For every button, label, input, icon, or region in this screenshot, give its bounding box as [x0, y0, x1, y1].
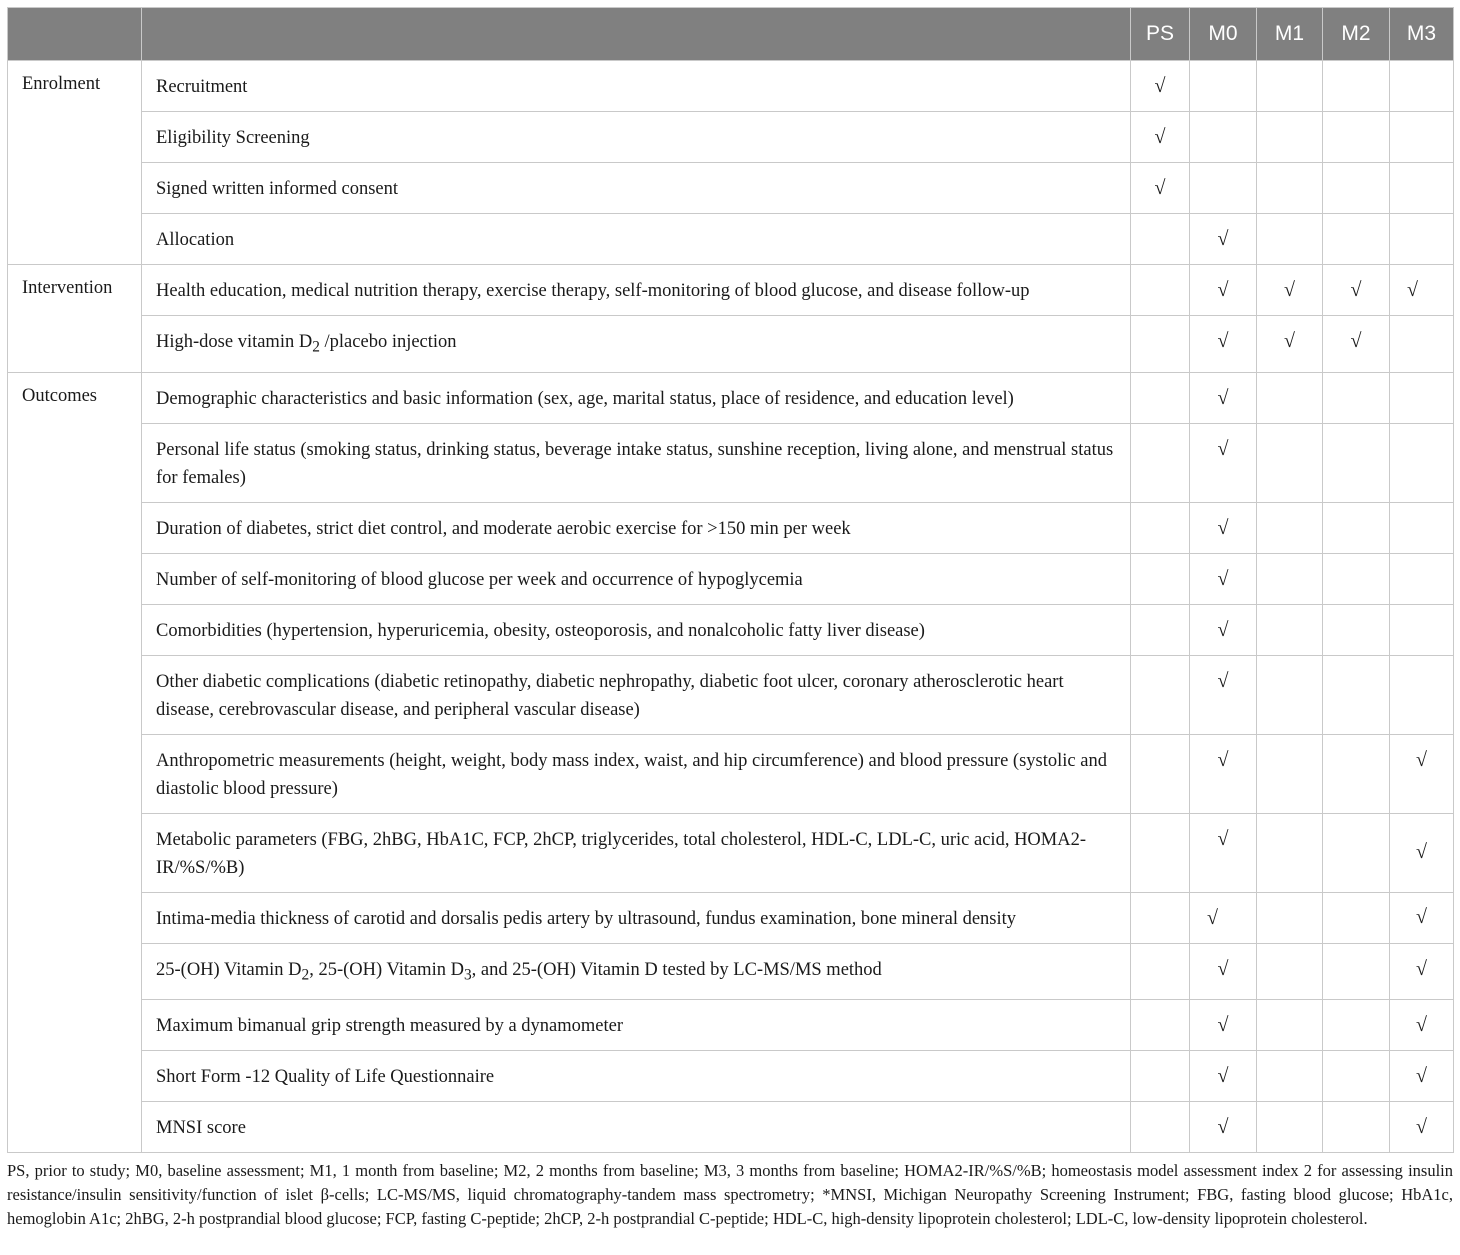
mark-m3: √ [1390, 734, 1454, 813]
row-label: Intima-media thickness of carotid and dorsalis pedis artery by ultrasound, fundus examination, bone mineral density [142, 892, 1131, 943]
mark-m2 [1323, 112, 1390, 163]
header-m3: M3 [1390, 8, 1454, 61]
row-label: Anthropometric measurements (height, weight, body mass index, waist, and hip circumference) and blood pressure (systolic and diastolic blood pressure) [142, 734, 1131, 813]
subscript: 3 [463, 966, 472, 984]
mark-m3: √ [1390, 265, 1454, 316]
mark-m3 [1390, 112, 1454, 163]
mark-m0: √ [1190, 553, 1257, 604]
schedule-document [7, 7, 1453, 1231]
mark-m0: √ [1190, 1102, 1257, 1153]
mark-m1 [1257, 163, 1323, 214]
mark-m2 [1323, 372, 1390, 423]
mark-ps [1131, 214, 1190, 265]
mark-m1 [1257, 112, 1323, 163]
mark-m0: √ [1190, 214, 1257, 265]
mark-m0: √ [1190, 265, 1257, 316]
table-row [8, 265, 1454, 316]
group-intervention: Intervention [8, 265, 142, 373]
mark-m1 [1257, 1051, 1323, 1102]
mark-m1: √ [1257, 265, 1323, 316]
mark-m2 [1323, 1000, 1390, 1051]
row-label [142, 943, 1131, 1000]
table-row [8, 1000, 1454, 1051]
subscript: 2 [301, 966, 310, 984]
mark-m3: √ [1390, 892, 1454, 943]
mark-m3 [1390, 423, 1454, 502]
mark-m2 [1323, 813, 1390, 892]
mark-m0 [1190, 112, 1257, 163]
header-item [142, 8, 1131, 61]
row-label: Other diabetic complications (diabetic retinopathy, diabetic nephropathy, diabetic foot ulcer, coronary atherosclerotic heart disease, cerebrovascular disease, and peripheral vascular disease) [142, 655, 1131, 734]
mark-ps [1131, 734, 1190, 813]
table-row [8, 553, 1454, 604]
mark-m0 [1190, 61, 1257, 112]
table-row [8, 892, 1454, 943]
row-label: Short Form -12 Quality of Life Questionnaire [142, 1051, 1131, 1102]
mark-m3: √ [1390, 1000, 1454, 1051]
mark-m1 [1257, 214, 1323, 265]
mark-m1 [1257, 892, 1323, 943]
table-row [8, 1102, 1454, 1153]
mark-m0 [1190, 163, 1257, 214]
table-row [8, 61, 1454, 112]
mark-m0: √ [1190, 813, 1257, 892]
mark-m2 [1323, 892, 1390, 943]
group-enrolment: Enrolment [8, 61, 142, 265]
label-text: /placebo injection [319, 332, 457, 352]
mark-m1 [1257, 604, 1323, 655]
mark-m3: √ [1390, 943, 1454, 1000]
mark-m2 [1323, 553, 1390, 604]
mark-m3: √ [1390, 813, 1454, 892]
table-row [8, 734, 1454, 813]
header-row [8, 8, 1454, 61]
mark-ps [1131, 813, 1190, 892]
group-outcomes: Outcomes [8, 372, 142, 1153]
label-text: , and 25-(OH) Vitamin D tested by LC-MS/MS method [471, 959, 882, 980]
header-m2: M2 [1323, 8, 1390, 61]
mark-m0: √ [1190, 655, 1257, 734]
table-row [8, 214, 1454, 265]
mark-m3 [1390, 163, 1454, 214]
mark-m2 [1323, 502, 1390, 553]
table-row [8, 502, 1454, 553]
table-row [8, 316, 1454, 373]
mark-m2 [1323, 655, 1390, 734]
mark-m1 [1257, 502, 1323, 553]
row-label: Demographic characteristics and basic information (sex, age, marital status, place of residence, and education level) [142, 372, 1131, 423]
row-label: Metabolic parameters (FBG, 2hBG, HbA1C, FCP, 2hCP, triglycerides, total cholesterol, HDL-C, LDL-C, uric acid, HOMA2-IR/%S/%B) [142, 813, 1131, 892]
table-row [8, 604, 1454, 655]
header-m1: M1 [1257, 8, 1323, 61]
mark-m2 [1323, 1051, 1390, 1102]
mark-m2 [1323, 214, 1390, 265]
row-label: MNSI score [142, 1102, 1131, 1153]
mark-m0: √ [1190, 423, 1257, 502]
mark-m3: √ [1390, 1051, 1454, 1102]
label-text: , 25-(OH) Vitamin D [309, 959, 464, 980]
table-row [8, 1051, 1454, 1102]
header-m0: M0 [1190, 8, 1257, 61]
mark-m1 [1257, 943, 1323, 1000]
mark-m1 [1257, 61, 1323, 112]
mark-m2 [1323, 423, 1390, 502]
table-row [8, 943, 1454, 1000]
row-label: Eligibility Screening [142, 112, 1131, 163]
mark-m0: √ [1190, 1000, 1257, 1051]
mark-m3 [1390, 372, 1454, 423]
row-label: Health education, medical nutrition therapy, exercise therapy, self-monitoring of blood glucose, and disease follow-up [142, 265, 1131, 316]
mark-ps [1131, 943, 1190, 1000]
mark-m2: √ [1323, 316, 1390, 373]
mark-m3 [1390, 604, 1454, 655]
mark-m3 [1390, 214, 1454, 265]
table-row [8, 423, 1454, 502]
table-row [8, 813, 1454, 892]
mark-m1 [1257, 372, 1323, 423]
mark-m1 [1257, 553, 1323, 604]
mark-m2 [1323, 604, 1390, 655]
mark-m2 [1323, 1102, 1390, 1153]
row-label: Number of self-monitoring of blood glucose per week and occurrence of hypoglycemia [142, 553, 1131, 604]
mark-ps: √ [1131, 163, 1190, 214]
table-footnote: PS, prior to study; M0, baseline assessment; M1, 1 month from baseline; M2, 2 months from baseline; M3, 3 months from baseline; HOMA2-IR/%S/%B; homeostasis model assessment index 2 for assessing insulin resistance/insulin sensitivity/function of islet β-cells; LC-MS/MS, liquid chromatography-tandem mass spectrometry; *MNSI, Michigan Neuropathy Screening Instrument; FBG, fasting blood glucose; HbA1c, hemoglobin A1c; 2hBG, 2-h postprandial blood glucose; FCP, fasting C-peptide; 2hCP, 2-h postprandial C-peptide; HDL-C, high-density lipoprotein cholesterol; LDL-C, low-density lipoprotein cholesterol. [7, 1161, 1453, 1229]
schedule-table [7, 7, 1454, 1153]
mark-ps [1131, 892, 1190, 943]
mark-m1: √ [1257, 316, 1323, 373]
mark-ps: √ [1131, 112, 1190, 163]
mark-m2 [1323, 163, 1390, 214]
mark-ps [1131, 1051, 1190, 1102]
row-label: Comorbidities (hypertension, hyperuricemia, obesity, osteoporosis, and nonalcoholic fatty liver disease) [142, 604, 1131, 655]
mark-ps [1131, 423, 1190, 502]
mark-m0: √ [1190, 316, 1257, 373]
table-row [8, 655, 1454, 734]
mark-m3 [1390, 502, 1454, 553]
mark-m0: √ [1190, 892, 1257, 943]
header-ps: PS [1131, 8, 1190, 61]
mark-m0: √ [1190, 1051, 1257, 1102]
row-label: Signed written informed consent [142, 163, 1131, 214]
mark-m1 [1257, 1000, 1323, 1051]
mark-m1 [1257, 813, 1323, 892]
mark-m2 [1323, 61, 1390, 112]
table-row [8, 163, 1454, 214]
mark-ps [1131, 553, 1190, 604]
mark-m1 [1257, 655, 1323, 734]
mark-m3 [1390, 61, 1454, 112]
row-label: Recruitment [142, 61, 1131, 112]
row-label: Maximum bimanual grip strength measured by a dynamometer [142, 1000, 1131, 1051]
mark-m2 [1323, 943, 1390, 1000]
mark-ps [1131, 265, 1190, 316]
mark-ps [1131, 316, 1190, 373]
table-row [8, 372, 1454, 423]
label-text: 25-(OH) Vitamin D [156, 959, 302, 980]
mark-m3 [1390, 553, 1454, 604]
mark-ps: √ [1131, 61, 1190, 112]
mark-ps [1131, 1102, 1190, 1153]
mark-m0: √ [1190, 604, 1257, 655]
row-label: Allocation [142, 214, 1131, 265]
mark-m3: √ [1390, 1102, 1454, 1153]
row-label: Duration of diabetes, strict diet control, and moderate aerobic exercise for >150 min per week [142, 502, 1131, 553]
mark-m3 [1390, 655, 1454, 734]
mark-m3 [1390, 316, 1454, 373]
table-row [8, 112, 1454, 163]
mark-ps [1131, 655, 1190, 734]
mark-ps [1131, 372, 1190, 423]
mark-m0: √ [1190, 734, 1257, 813]
mark-ps [1131, 604, 1190, 655]
label-text: High-dose vitamin D [156, 332, 313, 352]
mark-m2: √ [1323, 265, 1390, 316]
mark-ps [1131, 502, 1190, 553]
row-label: Personal life status (smoking status, drinking status, beverage intake status, sunshine reception, living alone, and menstrual status for females) [142, 423, 1131, 502]
mark-m1 [1257, 423, 1323, 502]
mark-m1 [1257, 1102, 1323, 1153]
subscript: 2 [312, 338, 320, 356]
mark-m2 [1323, 734, 1390, 813]
mark-m0: √ [1190, 372, 1257, 423]
mark-m0: √ [1190, 502, 1257, 553]
mark-m0: √ [1190, 943, 1257, 1000]
mark-m1 [1257, 734, 1323, 813]
mark-ps [1131, 1000, 1190, 1051]
header-group [8, 8, 142, 61]
row-label [142, 316, 1131, 373]
